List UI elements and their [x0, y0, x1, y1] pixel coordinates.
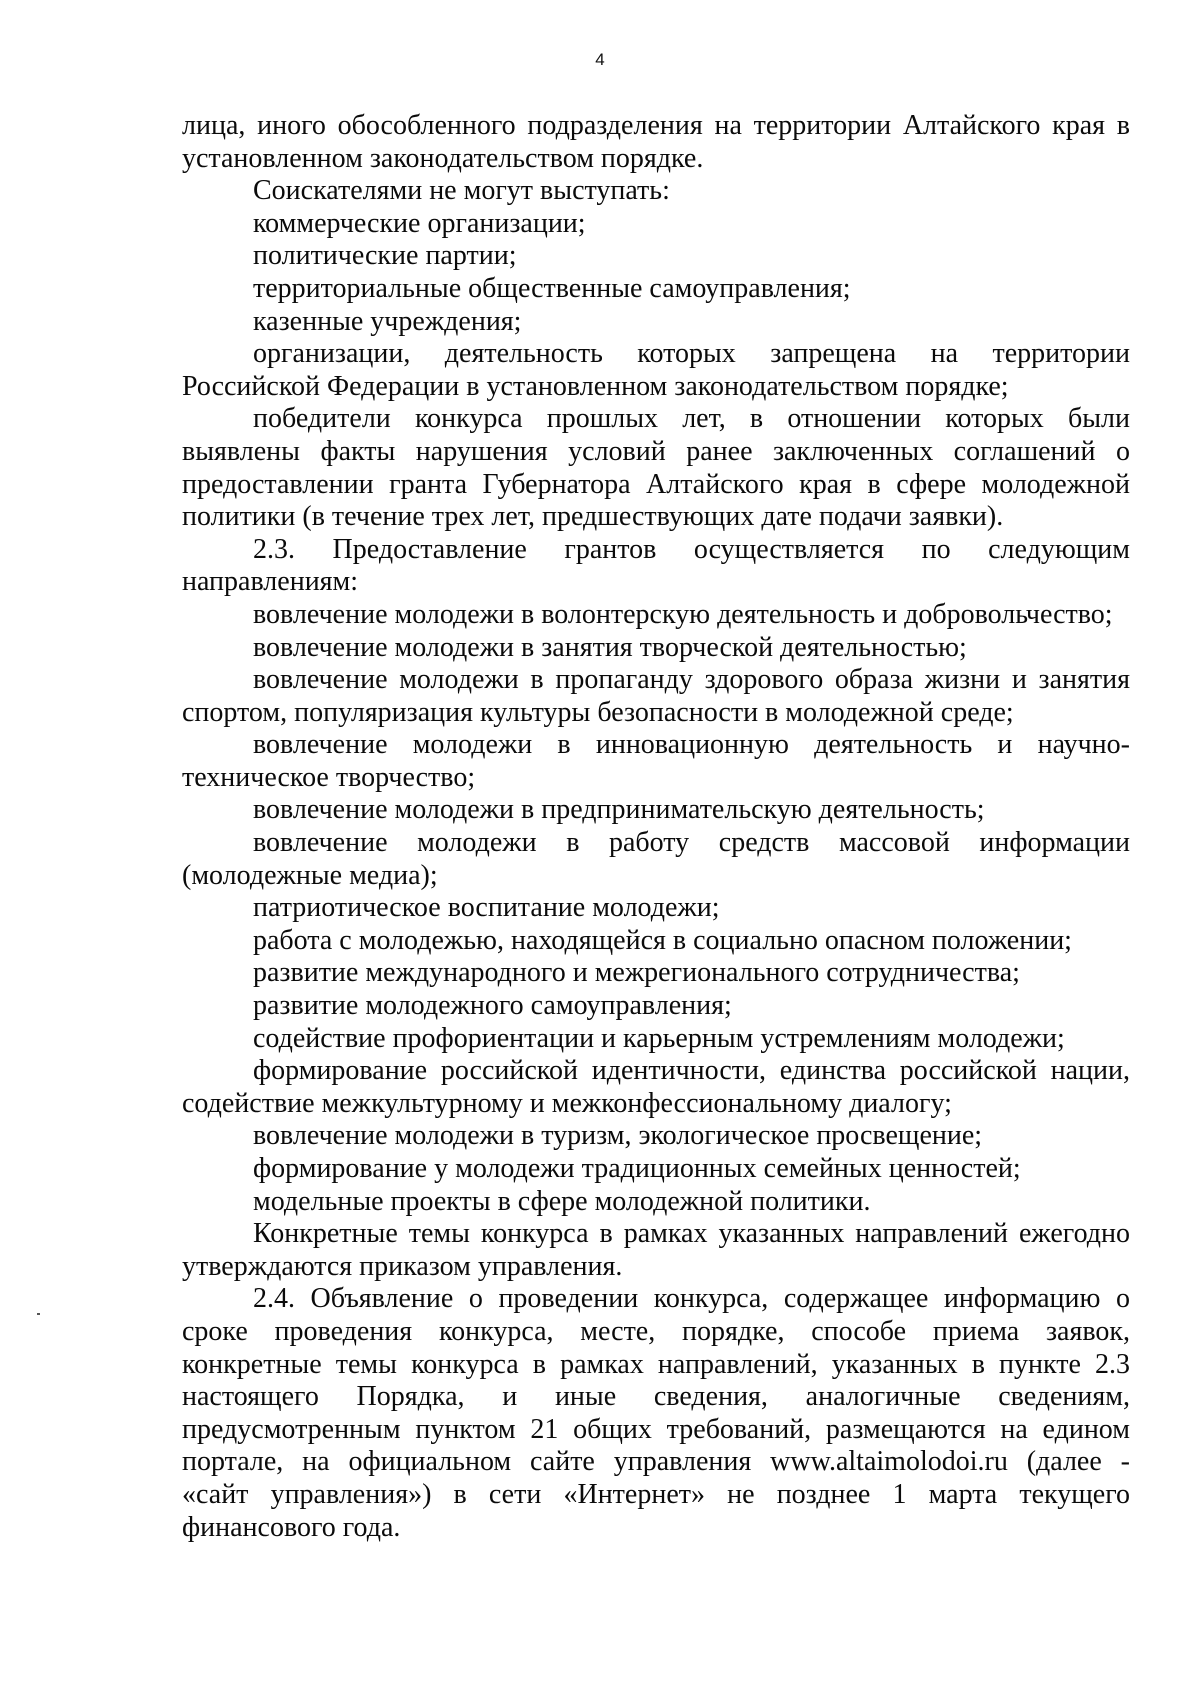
text-line: вовлечение молодежи в пропаганду здорового образа жизни и занятия: [253, 664, 1130, 696]
text-line: Российской Федерации в установленном законодательством порядке;: [182, 370, 1009, 402]
text-line: установленном законодательством порядке.: [182, 142, 704, 174]
text-line: коммерческие организации;: [253, 207, 586, 239]
text-line: вовлечение молодежи в работу средств массовой информации: [253, 827, 1130, 859]
text-line: формирование у молодежи традиционных семейных ценностей;: [253, 1153, 1021, 1184]
text-line: патриотическое воспитание молодежи;: [253, 892, 720, 924]
text-line: вовлечение молодежи в инновационную деятельность и научно-: [253, 729, 1130, 761]
text-line: организации, деятельность которых запрещена на территории: [253, 338, 1130, 370]
text-line: содействие межкультурному и межконфессиональному диалогу;: [182, 1087, 952, 1119]
text-line: 2.3. Предоставление грантов осуществляется по следующим: [253, 533, 1130, 565]
text-line: победители конкурса прошлых лет, в отношении которых были: [253, 403, 1130, 435]
text-line: портале, на официальном сайте управления www.altaimolodoi.ru (далее -: [182, 1446, 1130, 1478]
text-line: сроке проведения конкурса, месте, порядке, способе приема заявок,: [182, 1315, 1130, 1347]
document-body: [182, 110, 1130, 1544]
text-line: выявлены факты нарушения условий ранее заключенных соглашений о: [182, 435, 1130, 467]
text-line: предоставлении гранта Губернатора Алтайского края в сфере молодежной: [182, 468, 1130, 500]
text-line: утверждаются приказом управления.: [182, 1250, 623, 1282]
text-line: вовлечение молодежи в предпринимательскую деятельность;: [253, 794, 985, 826]
text-line: работа с молодежью, находящейся в социально опасном положении;: [253, 924, 1072, 956]
text-line: территориальные общественные самоуправления;: [253, 272, 851, 304]
text-line: развитие международного и межрегионального сотрудничества;: [253, 957, 1020, 989]
text-line: вовлечение молодежи в туризм, экологическое просвещение;: [253, 1120, 983, 1152]
text-line: модельные проекты в сфере молодежной политики.: [253, 1185, 871, 1217]
text-line: вовлечение молодежи в волонтерскую деятельность и добровольчество;: [253, 598, 1113, 630]
text-line: развитие молодежного самоуправления;: [253, 990, 732, 1022]
text-line: настоящего Порядка, и иные сведения, аналогичные сведениям,: [182, 1381, 1130, 1413]
text-line: «сайт управления») в сети «Интернет» не позднее 1 марта текущего: [182, 1478, 1130, 1510]
text-line: Соискателями не могут выступать:: [253, 175, 670, 207]
text-line: конкретные темы конкурса в рамках направлений, указанных в пункте 2.3: [182, 1348, 1130, 1380]
text-line: спортом, популяризация культуры безопасности в молодежной среде;: [182, 696, 1014, 728]
text-line: (молодежные медиа);: [182, 859, 438, 891]
text-line: содействие профориентации и карьерным устремлениям молодежи;: [253, 1022, 1065, 1054]
text-line: предусмотренным пунктом 21 общих требований, размещаются на едином: [182, 1413, 1130, 1445]
text-line: формирование российской идентичности, единства российской нации,: [253, 1055, 1130, 1087]
text-line: 2.4. Объявление о проведении конкурса, содержащее информацию о: [253, 1283, 1130, 1315]
text-line: политические партии;: [253, 240, 517, 272]
text-line: техническое творчество;: [182, 761, 476, 793]
text-line: Конкретные темы конкурса в рамках указанных направлений ежегодно: [253, 1218, 1130, 1250]
text-line: казенные учреждения;: [253, 305, 522, 337]
page-number: 4: [595, 50, 605, 69]
text-line: вовлечение молодежи в занятия творческой деятельностью;: [253, 631, 967, 663]
text-line: лица, иного обособленного подразделения на территории Алтайского края в: [182, 110, 1130, 141]
scan-speck: [37, 1313, 40, 1315]
text-line: финансового года.: [182, 1511, 401, 1543]
text-line: политики (в течение трех лет, предшествующих дате подачи заявки).: [182, 501, 1004, 533]
text-line: направлениям:: [182, 566, 359, 598]
